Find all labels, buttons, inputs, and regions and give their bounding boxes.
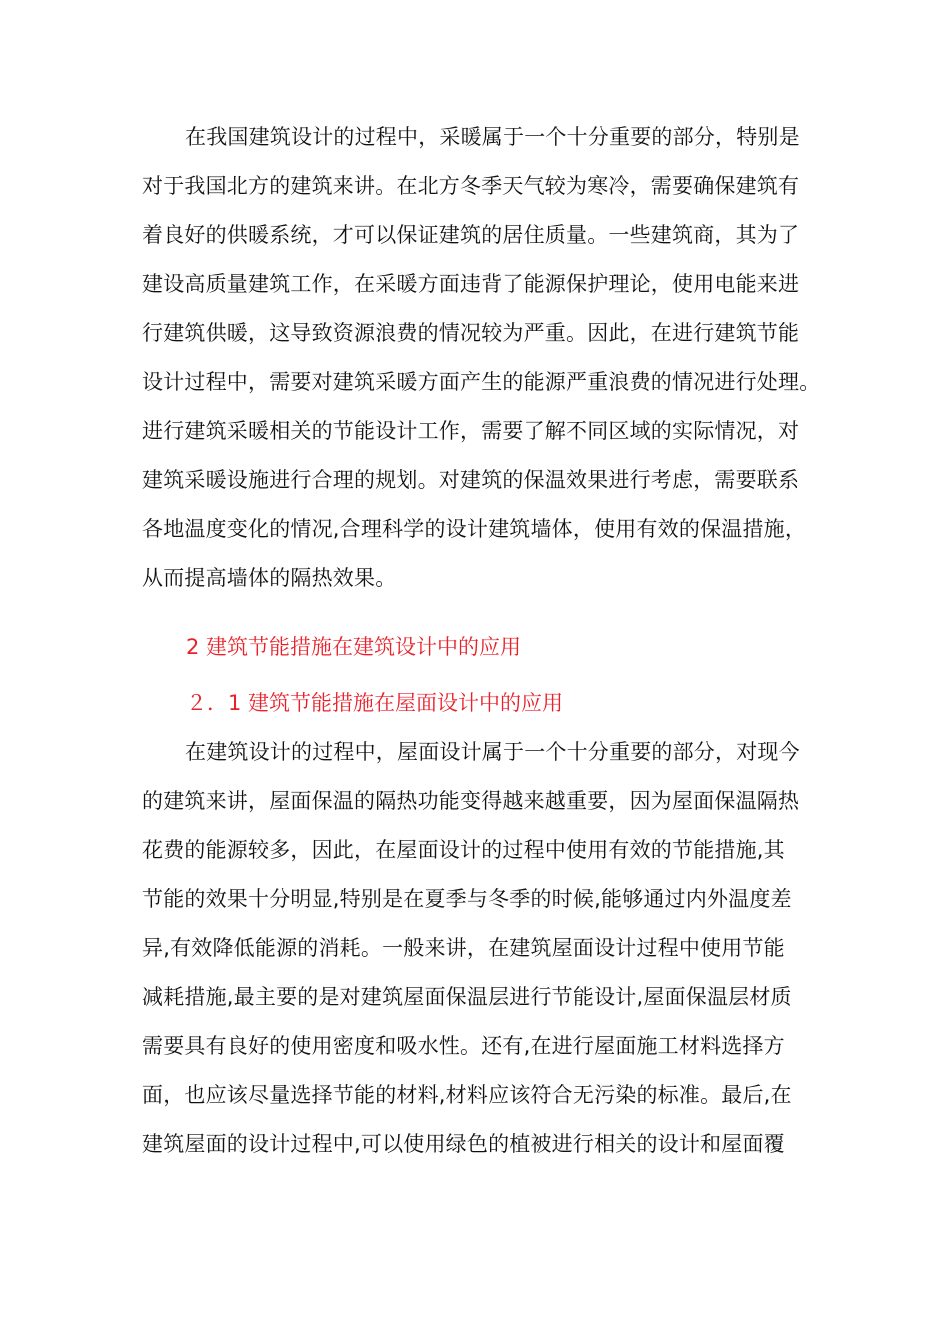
paragraph-line: 对于我国北方的建筑来讲。在北方冬季天气较为寒冷，需要确保建筑有 [142,174,800,198]
paragraph-line: 异,有效降低能源的消耗。一般来讲，在建筑屋面设计过程中使用节能 [142,936,785,960]
paragraph-line: 着良好的供暖系统，才可以保证建筑的居住质量。一些建筑商，其为了 [142,223,800,247]
paragraph-line: 花费的能源较多，因此，在屋面设计的过程中使用有效的节能措施,其 [142,838,785,862]
paragraph-line: 设计过程中，需要对建筑采暖方面产生的能源严重浪费的情况进行处理。 [142,370,821,394]
subsection-heading: ２．1 建筑节能措施在屋面设计中的应用 [186,691,564,715]
paragraph-line: 面，也应该尽量选择节能的材料,材料应该符合无污染的标准。最后,在 [142,1083,792,1107]
paragraph-line: 需要具有良好的使用密度和吸水性。还有,在进行屋面施工材料选择方 [142,1034,785,1058]
paragraph-roof-design [142,728,822,1169]
paragraph-line: 建设高质量建筑工作，在采暖方面违背了能源保护理论，使用电能来进 [142,272,800,296]
paragraph-line: 建筑屋面的设计过程中,可以使用绿色的植被进行相关的设计和屋面覆 [142,1132,785,1156]
paragraph-line: 减耗措施,最主要的是对建筑屋面保温层进行节能设计,屋面保温层材质 [142,985,792,1009]
paragraph-heating-design [142,113,822,603]
paragraph-line: 进行建筑采暖相关的节能设计工作，需要了解不同区域的实际情况，对 [142,419,800,443]
paragraph-line: 的建筑来讲，屋面保温的隔热功能变得越来越重要，因为屋面保温隔热 [142,789,800,813]
paragraph-line: 在建筑设计的过程中，屋面设计属于一个十分重要的部分，对现今 [185,740,800,764]
paragraph-line: 从而提高墙体的隔热效果。 [142,566,397,590]
paragraph-line: 各地温度变化的情况,合理科学的设计建筑墙体，使用有效的保温措施， [142,517,807,541]
paragraph-line: 建筑采暖设施进行合理的规划。对建筑的保温效果进行考虑，需要联系 [142,468,800,492]
paragraph-line: 节能的效果十分明显,特别是在夏季与冬季的时候,能够通过内外温度差 [142,887,792,911]
section-heading: 2 建筑节能措施在建筑设计中的应用 [186,635,522,659]
paragraph-line: 在我国建筑设计的过程中，采暖属于一个十分重要的部分，特别是 [185,125,800,149]
paragraph-line: 行建筑供暖，这导致资源浪费的情况较为严重。因此，在进行建筑节能 [142,321,800,345]
